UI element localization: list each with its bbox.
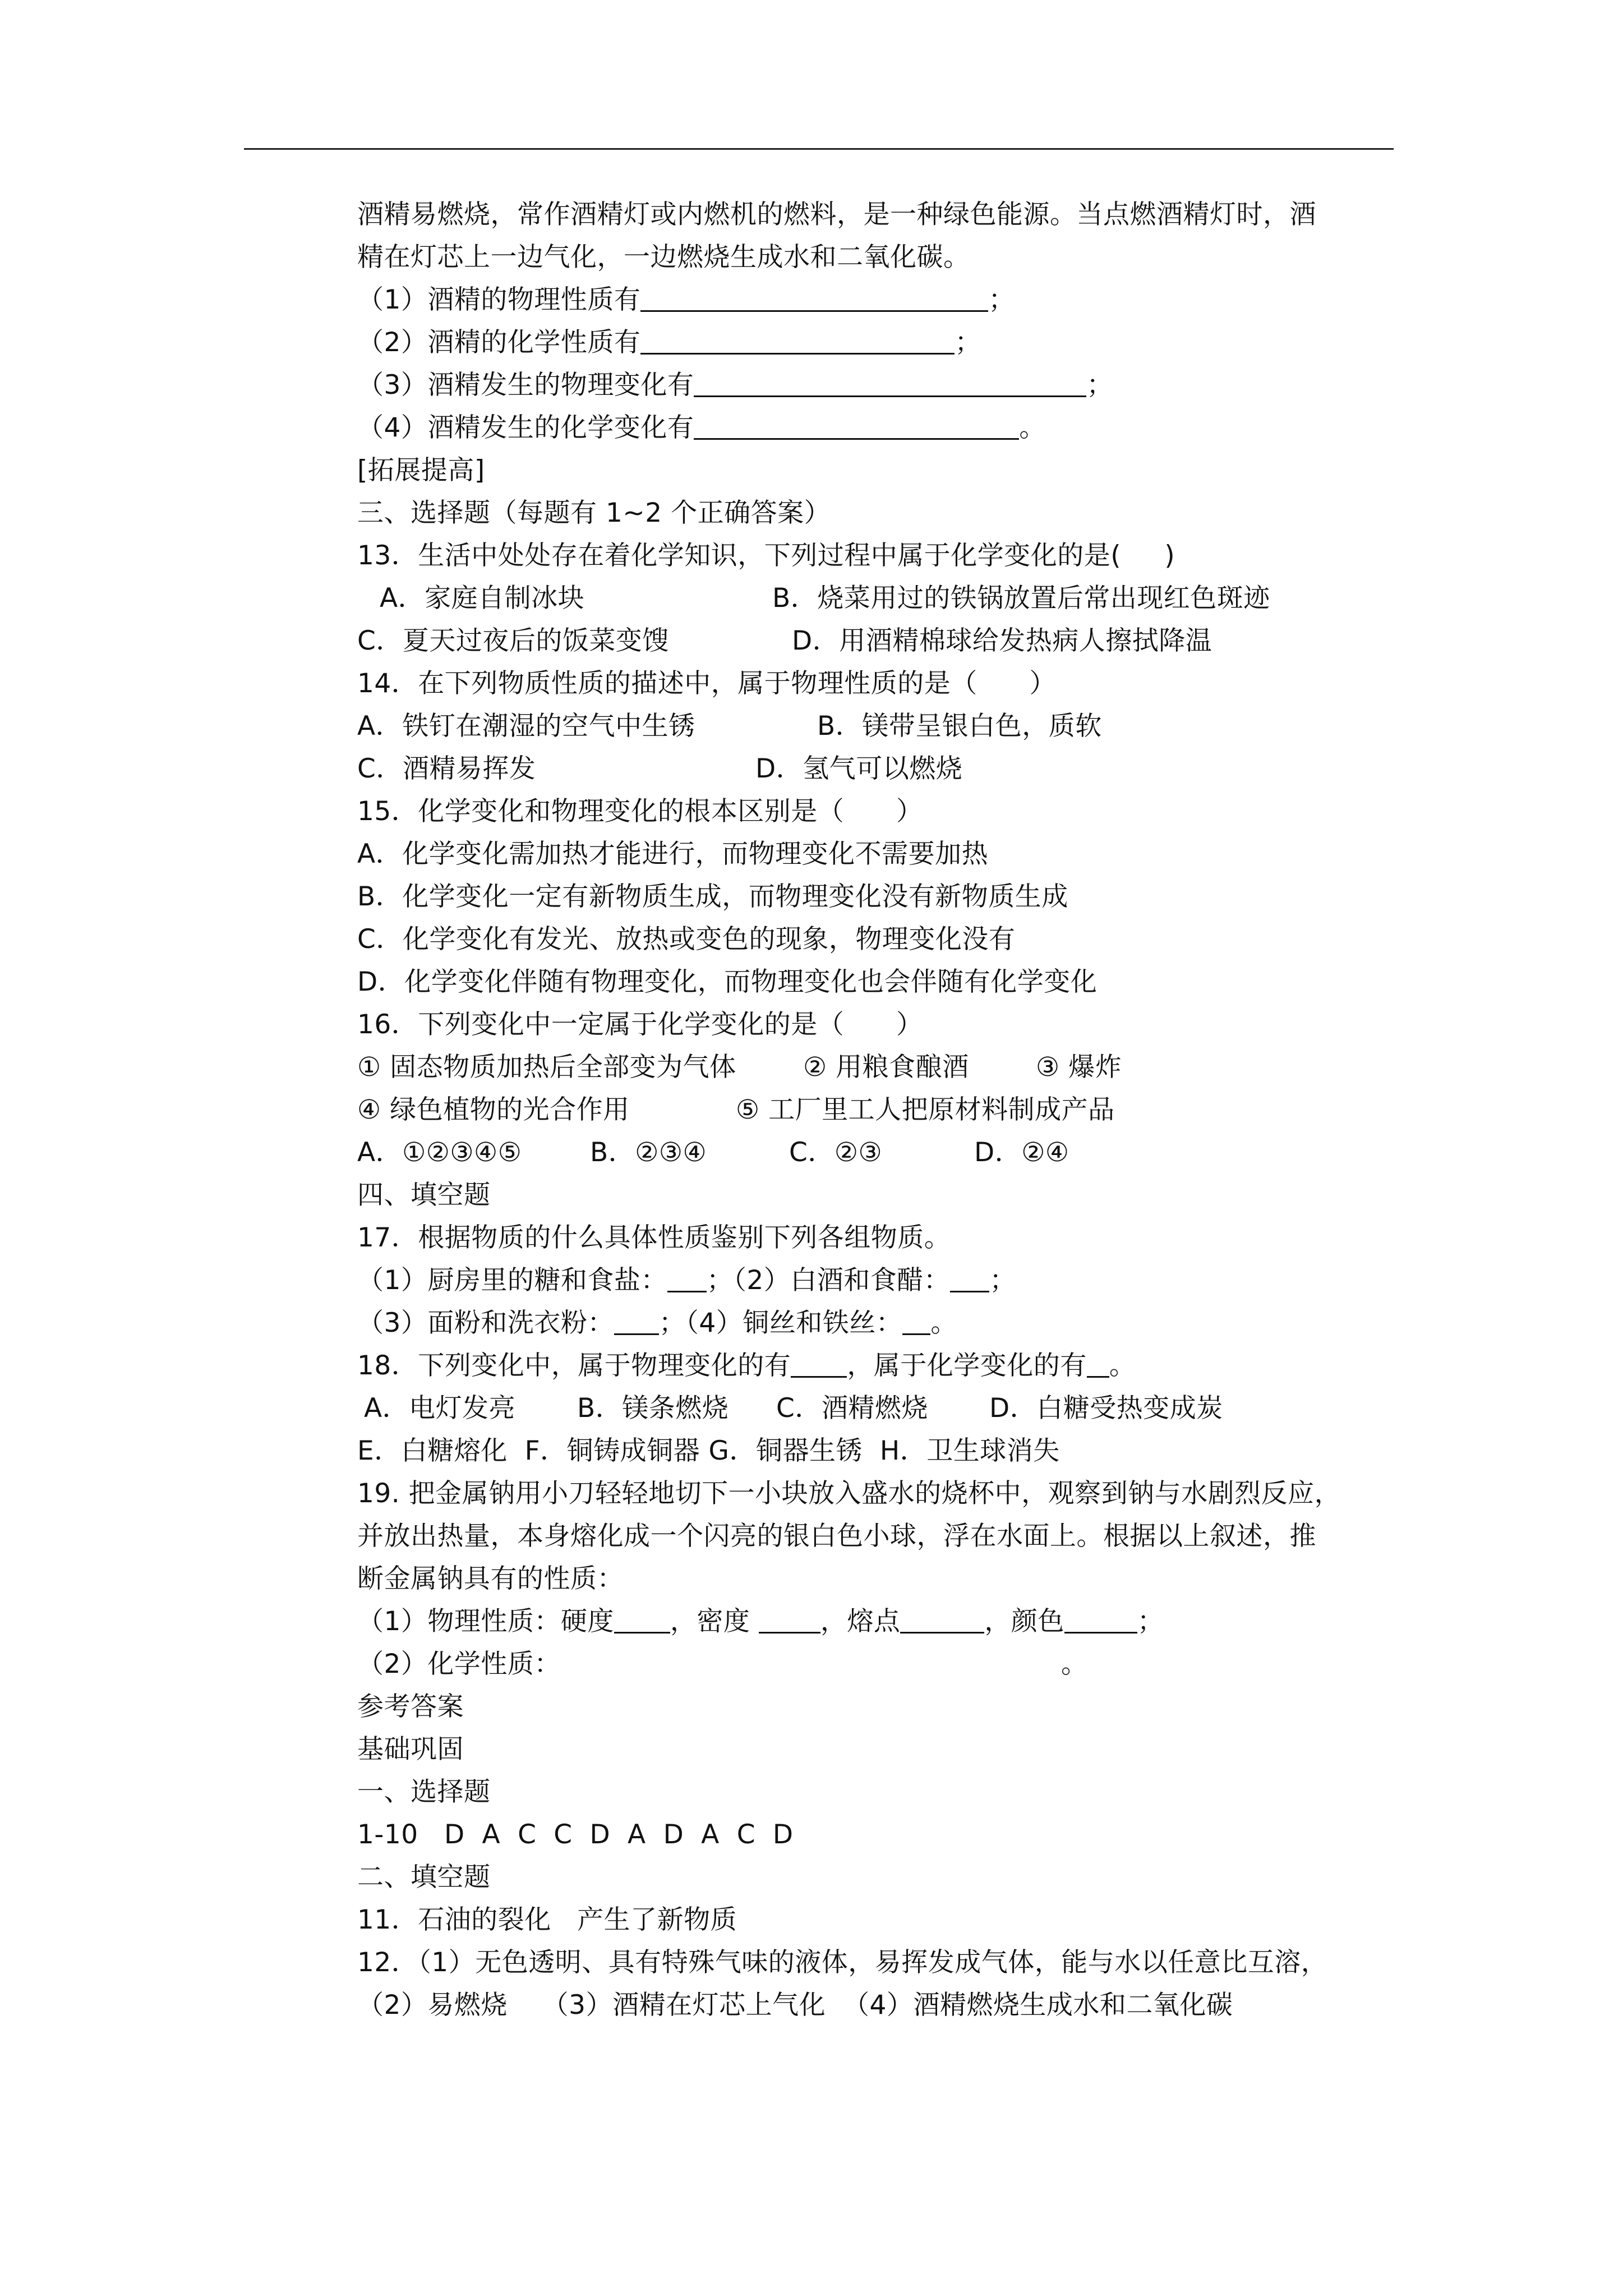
q14-option-d[interactable]: D．氢气可以燃烧 <box>755 753 963 784</box>
punct: 。 <box>1061 1649 1088 1680</box>
q18-options-row-1 <box>357 1387 1395 1430</box>
q12-item-4 <box>357 407 1395 449</box>
q15-option-b[interactable]: B．化学变化一定有新物质生成，而物理变化没有新物质生成 <box>357 881 1068 912</box>
answer-blank[interactable] <box>950 1265 989 1292</box>
q15-option-a[interactable]: A．化学变化需加热才能进行，而物理变化不需要加热 <box>357 839 989 869</box>
q13-stem: 13．生活中处处存在着化学知识，下列过程中属于化学变化的是( ) <box>357 540 1175 571</box>
q16-items-row-2 <box>357 1089 1395 1131</box>
q17-part-1-label: （1）厨房里的糖和食盐： <box>357 1265 667 1296</box>
q16-item-4: ④ 绿色植物的光合作用 <box>357 1094 630 1125</box>
q19-chemical-label: （2）化学性质： <box>357 1649 561 1680</box>
q17-row-1 <box>357 1259 1395 1302</box>
punct: 。 <box>1019 412 1046 443</box>
answer-blank[interactable] <box>759 1606 820 1634</box>
q18-options-row-2: E．白糖熔化 F．铜铸成铜器 G．铜器生锈 H．卫生球消失 <box>357 1435 1060 1466</box>
answer-blank[interactable] <box>640 284 988 312</box>
q13-option-d[interactable]: D．用酒精棉球给发热病人擦拭降温 <box>792 625 1212 656</box>
answer-12-line-1: 12．（1）无色透明、具有特殊气味的液体，易挥发成气体，能与水以任意比互溶， <box>357 1947 1328 1978</box>
q17-stem: 17．根据物质的什么具体性质鉴别下列各组物质。 <box>357 1222 951 1253</box>
answers-1-10: 1-10 D A C C D A D A C D <box>357 1819 794 1850</box>
q19-physical <box>357 1600 1395 1643</box>
punct: ； <box>1086 370 1113 401</box>
intro-line-1: 酒精易燃烧，常作酒精灯或内燃机的燃料，是一种绿色能源。当点燃酒精灯时，酒 <box>357 199 1316 230</box>
answer-blank[interactable] <box>614 1606 670 1634</box>
q15-stem: 15．化学变化和物理变化的根本区别是（ ） <box>357 796 923 827</box>
q13-options-row-2 <box>357 620 1395 662</box>
answer-blank[interactable] <box>902 1308 930 1335</box>
answer-blank[interactable] <box>1064 1606 1137 1634</box>
section-extend-heading: [拓展提高] <box>357 455 485 486</box>
q19-color-label: ，颜色 <box>984 1606 1064 1637</box>
header-rule <box>244 148 1394 150</box>
q19-line-1: 19. 把金属钠用小刀轻轻地切下一小块放入盛水的烧杯中，观察到钠与水剧烈反应， <box>357 1478 1341 1509</box>
q16-item-2: ② 用粮食酿酒 <box>803 1052 969 1083</box>
punct: ； <box>989 1265 1016 1296</box>
answers-section-2: 二、填空题 <box>357 1862 491 1893</box>
q14-option-b[interactable]: B．镁带呈银白色，质软 <box>817 711 1102 742</box>
q12-item-2 <box>357 321 1395 364</box>
q12-item-1 <box>357 279 1395 321</box>
q13-option-c[interactable]: C．夏天过夜后的饭菜变馊 <box>357 625 669 656</box>
q18-option-c: C．酒精燃烧 <box>776 1393 928 1424</box>
q13-option-a[interactable]: A．家庭自制冰块 <box>380 583 585 614</box>
answer-blank[interactable] <box>694 370 1086 397</box>
q14-options-row-2 <box>357 748 1395 790</box>
answers-title: 参考答案 <box>357 1691 464 1722</box>
q12-item-4-text: （4）酒精发生的化学变化有 <box>357 412 694 443</box>
section-3-heading: 三、选择题（每题有 1~2 个正确答案） <box>357 498 831 528</box>
q16-item-5: ⑤ 工厂里工人把原材料制成产品 <box>736 1094 1115 1125</box>
punct: ； <box>988 284 1015 315</box>
punct: ； <box>955 327 981 358</box>
q13-option-b[interactable]: B．烧菜用过的铁锅放置后常出现红色斑迹 <box>772 583 1270 614</box>
q16-option-d[interactable]: D．②④ <box>974 1137 1069 1168</box>
answer-blank[interactable] <box>640 327 955 355</box>
intro-line-2: 精在灯芯上一边气化，一边燃烧生成水和二氧化碳。 <box>357 242 970 273</box>
q16-option-b[interactable]: B．②③④ <box>590 1137 707 1168</box>
q15-option-d[interactable]: D．化学变化伴随有物理变化，而物理变化也会伴随有化学变化 <box>357 967 1098 997</box>
q19-line-3: 断金属钠具有的性质： <box>357 1563 624 1594</box>
q12-item-3-text: （3）酒精发生的物理变化有 <box>357 370 694 401</box>
answer-11: 11．石油的裂化 产生了新物质 <box>357 1904 737 1935</box>
document-body <box>357 194 1395 2027</box>
q16-options <box>357 1131 1395 1174</box>
q18-option-a: A．电灯发亮 <box>364 1393 516 1424</box>
q12-item-2-text: （2）酒精的化学性质有 <box>357 327 641 358</box>
punct: ； <box>1137 1606 1164 1637</box>
q16-stem: 16．下列变化中一定属于化学变化的是（ ） <box>357 1009 923 1040</box>
q17-part-4-label: ；（4）铜丝和铁丝： <box>658 1308 903 1338</box>
q17-part-2-label: ；（2）白酒和食醋： <box>706 1265 951 1296</box>
q16-item-1: ① 固态物质加热后全部变为气体 <box>357 1052 736 1083</box>
answer-blank[interactable] <box>791 1350 847 1378</box>
q16-option-a[interactable]: A．①②③④⑤ <box>357 1137 522 1168</box>
answers-section-1: 一、选择题 <box>357 1777 491 1807</box>
answer-blank[interactable] <box>614 1308 659 1335</box>
q12-item-3 <box>357 364 1395 407</box>
q14-option-a[interactable]: A．铁钉在潮湿的空气中生锈 <box>357 711 695 742</box>
answer-12-line-2: （2）易燃烧 （3）酒精在灯芯上气化 （4）酒精燃烧生成水和二氧化碳 <box>357 1990 1233 2021</box>
q19-chemical <box>357 1643 1395 1686</box>
q16-items-row-1 <box>357 1046 1395 1089</box>
q18-option-d: D．白糖受热变成炭 <box>989 1393 1223 1424</box>
q18-stem-part-1: 18．下列变化中，属于物理变化的有 <box>357 1350 791 1381</box>
q19-line-2: 并放出热量，本身熔化成一个闪亮的银白色小球，浮在水面上。根据以上叙述，推 <box>357 1521 1316 1552</box>
q14-option-c[interactable]: C．酒精易挥发 <box>357 753 536 784</box>
q17-row-2 <box>357 1302 1395 1345</box>
q14-options-row-1 <box>357 705 1395 748</box>
q16-item-3: ③ 爆炸 <box>1036 1052 1122 1083</box>
punct: 。 <box>930 1308 957 1338</box>
q18-stem-part-2: ，属于化学变化的有 <box>847 1350 1087 1381</box>
punct: 。 <box>1109 1350 1136 1381</box>
q13-options-row-1 <box>357 577 1395 620</box>
answer-blank[interactable] <box>900 1606 984 1634</box>
q18-stem <box>357 1345 1395 1387</box>
answer-blank[interactable] <box>694 412 1019 440</box>
q16-option-c[interactable]: C．②③ <box>789 1137 883 1168</box>
q19-density-label: ，密度 <box>670 1606 759 1637</box>
answers-basic: 基础巩固 <box>357 1734 464 1765</box>
q12-item-1-text: （1）酒精的物理性质有 <box>357 284 641 315</box>
q19-hardness-label: （1）物理性质：硬度 <box>357 1606 614 1637</box>
q17-part-3-label: （3）面粉和洗衣粉： <box>357 1308 614 1338</box>
answer-blank[interactable] <box>1087 1350 1109 1378</box>
q19-melting-label: ，熔点 <box>820 1606 901 1637</box>
q14-stem: 14．在下列物质性质的描述中，属于物理性质的是（ ） <box>357 668 1056 699</box>
q18-option-b: B．镁条燃烧 <box>577 1393 729 1424</box>
q15-option-c[interactable]: C．化学变化有发光、放热或变色的现象，物理变化没有 <box>357 924 1016 955</box>
answer-blank[interactable] <box>667 1265 707 1292</box>
section-4-heading: 四、填空题 <box>357 1180 491 1211</box>
